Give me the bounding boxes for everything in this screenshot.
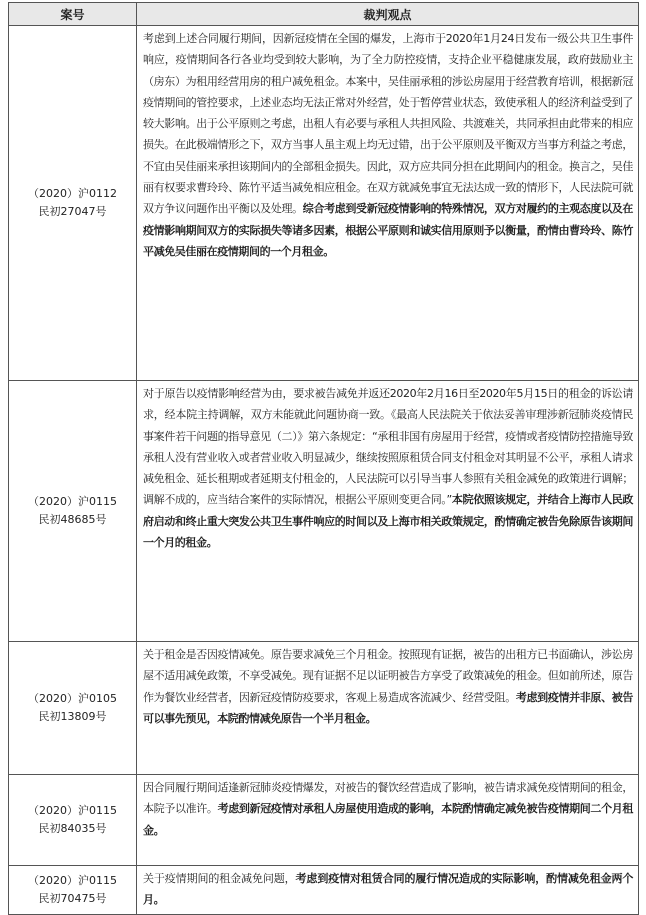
- case-number-cell: [9, 26, 137, 381]
- opinion-text: 考虑到上述合同履行期间，因新冠疫情在全国的爆发，上海市于2020年1月24日发布一级公共卫生事件响应，疫情期间各行各业均受到较大影响，为了全力防控疫情，支持企业平稳健康发展，政府鼓励业主（房东）为租用经营用房的租户减免租金。本案中，吴佳丽承租的涉讼房屋用于经营教育培训，根据新冠疫情期间的管控要求，上述业态均无法正常对外经营，处于暂停营业状态，致使承租人的经济利益受到了较大影响。出于公平原则之考虑，出租人有必要与承租人共担风险、共渡难关，共同承担由此带来的相应损失。在此极端情形之下，双方当事人虽主观上均无过错，出于公平原则及平衡双方当事方利益之考虑，不宜由吴佳丽来承担该期间内的全部租金损失。因此，双方应共同分担在此期间内的租金。换言之，吴佳丽有权要求曹玲玲、陈竹平适当减免相应租金。在双方就减免事宜无法达成一致的情形下，人民法院可就双方争议问题作出平衡以及处理。: [143, 32, 633, 216]
- opinion-text: 因合同履行期间适逢新冠肺炎疫情爆发，对被告的餐饮经营造成了影响，被告请求减免疫情期间的租金，本院予以准许。: [143, 781, 633, 816]
- table-row: [9, 26, 639, 381]
- opinion-conclusion: 本院依照该规定，并结合上海市人民政府启动和终止重大突发公共卫生事件响应的时间以及上海市相关政策规定，酌情确定被告免除原告该期间一个月的租金。: [143, 493, 634, 550]
- judgment-table: [8, 2, 639, 915]
- case-number-line1: （2020）沪0115: [28, 874, 117, 887]
- opinion-conclusion: 考虑到疫情对租赁合同的履行情况造成的实际影响，酌情减免租金两个月。: [143, 872, 633, 907]
- table-row: [9, 866, 639, 915]
- case-number-line1: （2020）沪0115: [28, 495, 117, 508]
- opinion-cell: [137, 642, 639, 775]
- opinion-cell: [137, 26, 639, 381]
- opinion-cell: [137, 381, 639, 642]
- case-number-cell: [9, 381, 137, 642]
- opinion-conclusion: 综合考虑到受新冠疫情影响的特殊情况，双方对履约的主观态度以及在疫情影响期间双方的实际损失等诸多因素，根据公平原则和诚实信用原则予以衡量，酌情由曹玲玲、陈竹平减免吴佳丽在疫情期间的一个月租金。: [143, 202, 633, 258]
- table-row: [9, 642, 639, 775]
- opinion-cell: [137, 866, 639, 915]
- header-opinion: 裁判观点: [137, 3, 639, 26]
- case-number-line1: （2020）沪0105: [28, 692, 117, 705]
- case-number-line1: （2020）沪0115: [28, 804, 117, 817]
- judgment-table-container: [8, 2, 638, 907]
- case-number-line2: 民初48685号: [38, 513, 107, 526]
- case-number-line2: 民初13809号: [38, 710, 107, 723]
- case-number-cell: [9, 866, 137, 915]
- case-number-line2: 民初70475号: [38, 892, 107, 905]
- case-number-cell: [9, 642, 137, 775]
- case-number-cell: [9, 775, 137, 866]
- opinion-text: 关于疫情期间的租金减免问题，: [143, 872, 296, 885]
- case-number-line1: （2020）沪0112: [28, 187, 117, 200]
- opinion-conclusion: 考虑到疫情并非原、被告可以事先预见，本院酌情减免原告一个半月租金。: [143, 690, 633, 725]
- table-header-row: [9, 3, 639, 26]
- case-number-line2: 民初84035号: [38, 822, 107, 835]
- opinion-cell: [137, 775, 639, 866]
- case-number-line2: 民初27047号: [38, 205, 107, 218]
- header-case-no: 案号: [9, 3, 137, 26]
- opinion-conclusion: 考虑到新冠疫情对承租人房屋使用造成的影响，本院酌情确定减免被告疫情期间二个月租金。: [143, 802, 633, 837]
- opinion-text: 关于租金是否因疫情减免。原告要求减免三个月租金。按照现有证据，被告的出租方已书面确认，涉讼房屋不适用减免政策，不享受减免。现有证据不足以证明被告方享受了政策减免的租金。但如前所述，原告作为餐饮业经营者，因新冠疫情防疫要求，客观上易造成客流减少、经营受阻。: [143, 648, 633, 704]
- opinion-text: 对于原告以疫情影响经营为由，要求被告减免并返还2020年2月16日至2020年5月15日的租金的诉讼请求，经本院主持调解，双方未能就此问题协商一致。《最高人民法院关于依法妥善审理涉新冠肺炎疫情民事案件若干问题的指导意见（二）》第六条规定：“承租非国有房屋用于经营，疫情或者疫情防控措施导致承租人没有营业收入或者营业收入明显减少，继续按照原租赁合同支付租金对其明显不公平，承租人请求减免租金、延长租期或者延期支付租金的，人民法院可以引导当事人参照有关租金减免的政策进行调解；调解不成的，应当结合案件的实际情况，根据公平原则变更合同。”: [143, 387, 633, 507]
- table-row: [9, 381, 639, 642]
- table-row: [9, 775, 639, 866]
